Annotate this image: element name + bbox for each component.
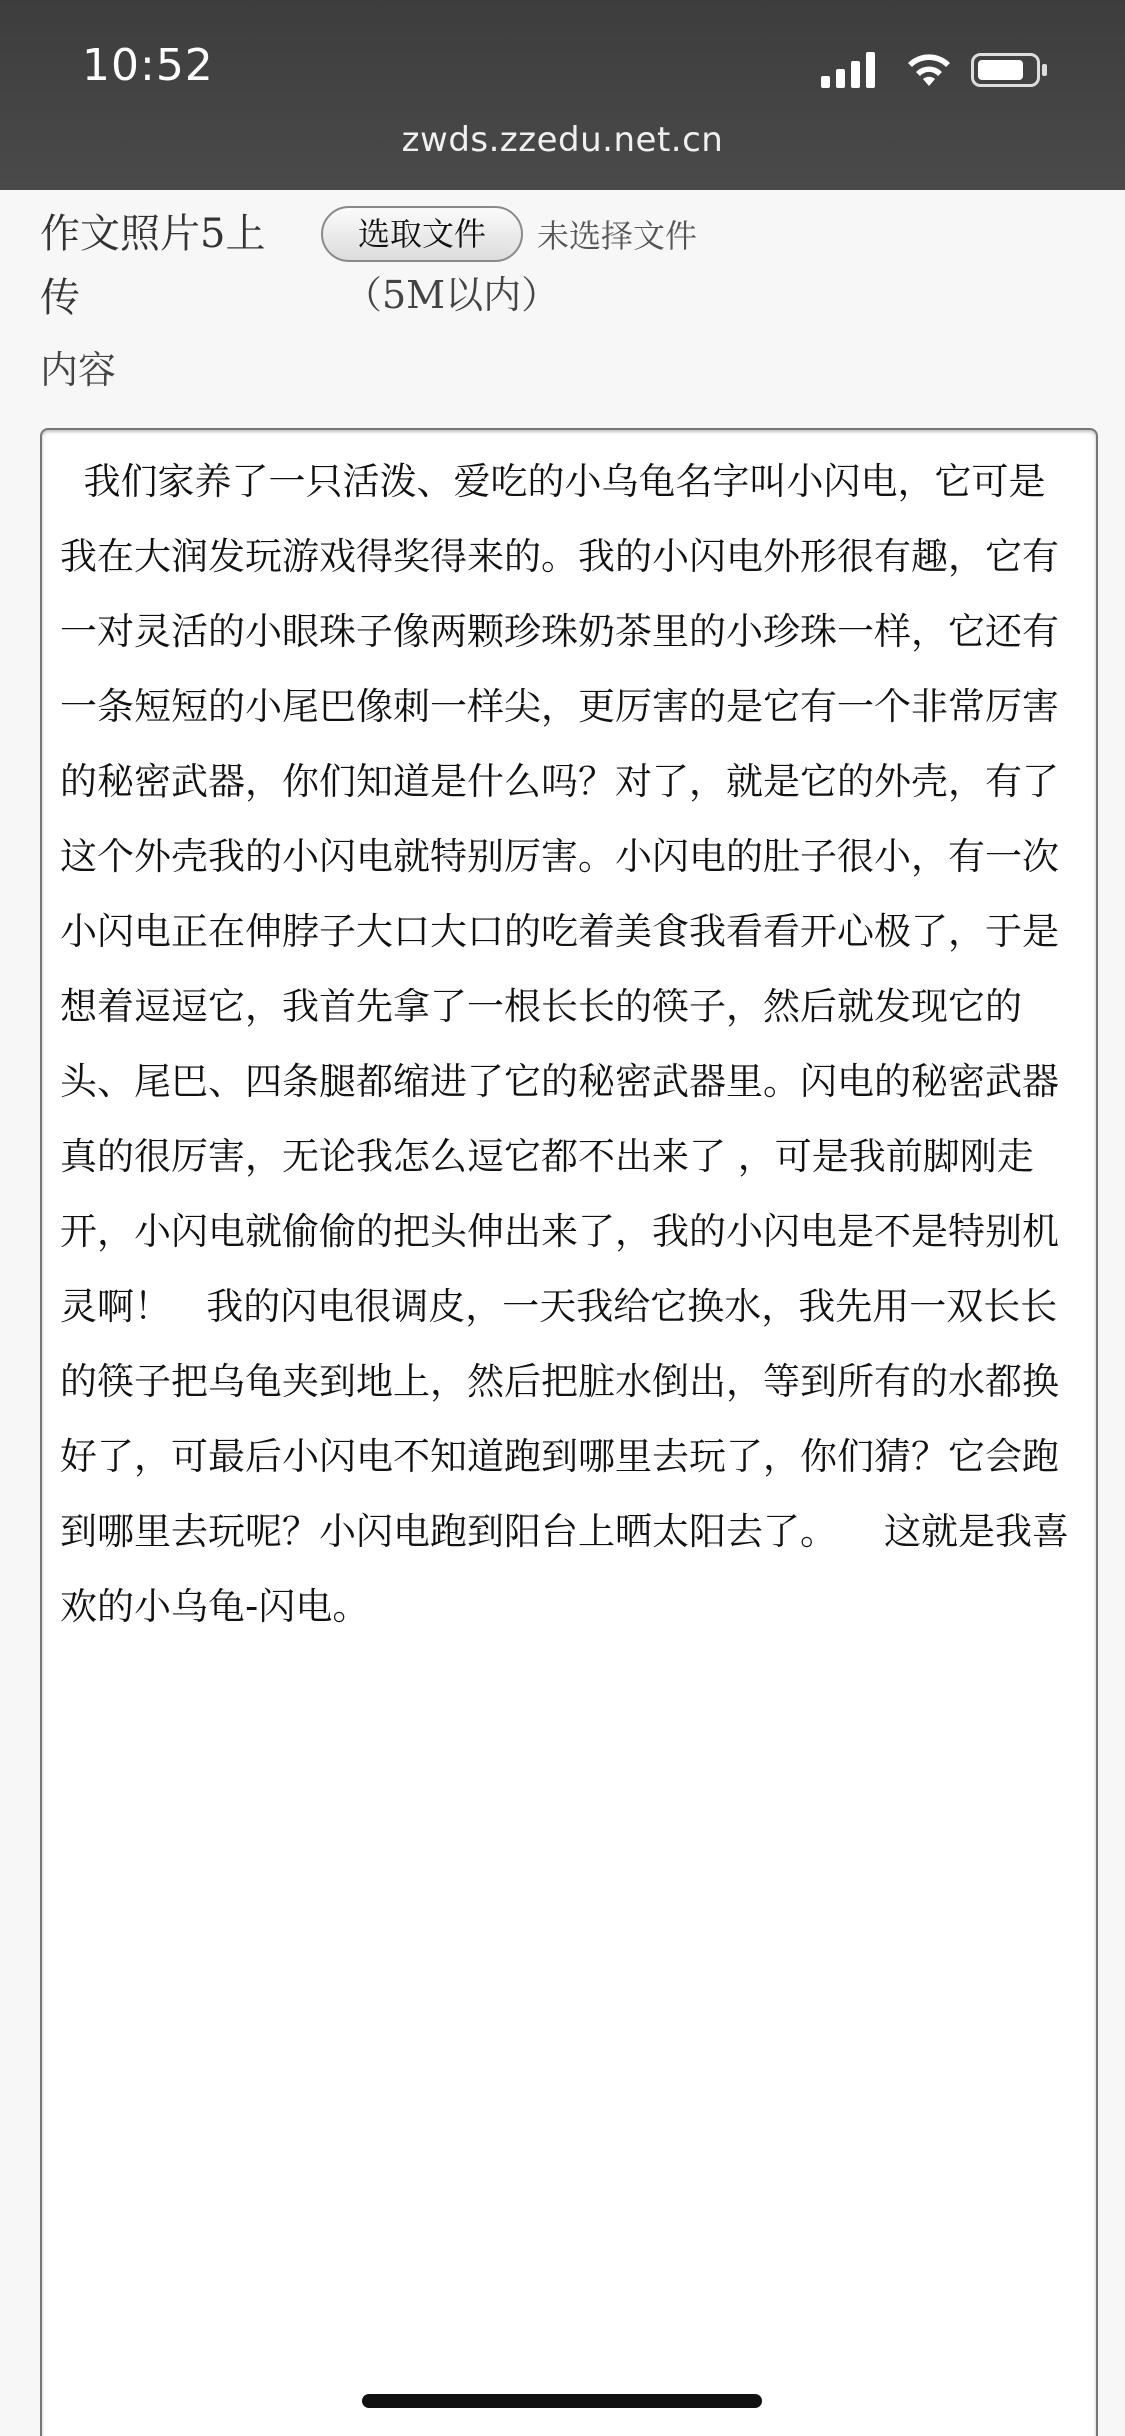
choose-file-button[interactable]: 选取文件 [321,206,523,262]
signal-icon [821,52,881,88]
photo-upload-label: 作文照片5上传 [40,211,266,321]
address-bar-url[interactable]: zwds.zzedu.net.cn [401,120,724,160]
essay-form [0,190,1125,2436]
home-indicator[interactable] [362,2394,762,2408]
browser-header [0,0,1125,190]
file-status-text: 未选择文件 [537,217,698,255]
status-icons [821,50,1081,90]
battery-icon [971,53,1051,87]
content-label: 内容 [40,348,117,392]
file-size-hint: （5M以内） [344,273,560,317]
content-textarea[interactable]: 我们家养了一只活泼、爱吃的小乌龟名字叫小闪电，它可是我在大润发玩游戏得奖得来的。我的小闪电外形很有趣，它有一对灵活的小眼珠子像两颗珍珠奶茶里的小珍珠一样，它还有一条短短的小尾巴像刺一样尖，更厉害的是它有一个非常厉害的秘密武器，你们知道是什么吗？对了，就是它的外壳，有了这个外壳我的小闪电就特别厉害。小闪电的肚子很小，有一次小闪电正在伸脖子大口大口的吃着美食我看看开心极了，于是想着逗逗它，我首先拿了一根长长的筷子，然后就发现它的头、尾巴、四条腿都缩进了它的秘密武器里。闪电的秘密武器真的很厉害，无论我怎么逗它都不出来了 ，可是我前脚刚走开，小闪电就偷偷的把头伸出来了，我的小闪电是不是特别机灵啊！ 我的闪电很调皮，一天我给它换水，我先用一双长长的筷子把乌龟夹到地上，然后把脏水倒出，等到所有的水都换好了，可最后小闪电不知道跑到哪里去玩了，你们猜？它会跑到哪里去玩呢？小闪电跑到阳台上晒太阳去了。 这就是我喜欢的小乌龟-闪电。 [40,428,1098,2436]
status-time: 10:52 [82,40,214,91]
wifi-icon [905,50,953,88]
